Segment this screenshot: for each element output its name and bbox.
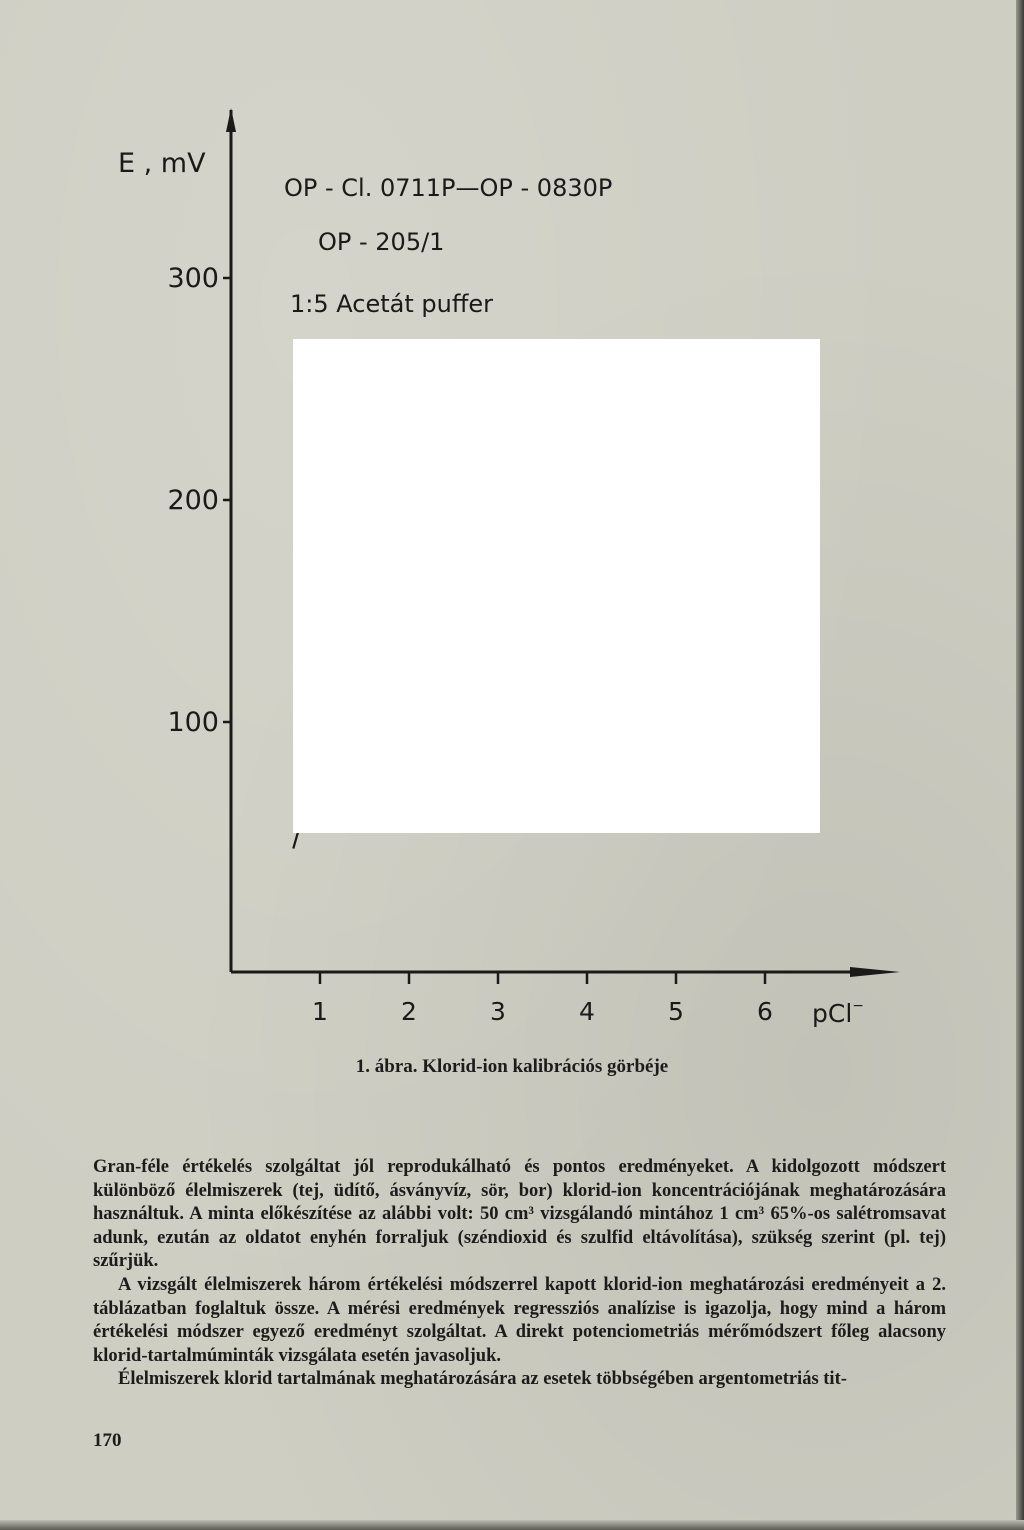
x-tick-label: 1 [312, 997, 328, 1026]
legend-line-2: OP - 205/1 [318, 228, 445, 256]
figure-caption: 1. ábra. Klorid-ion kalibrációs görbéje [355, 1056, 669, 1077]
page-number: 170 [93, 1430, 122, 1451]
legend-line-3: 1:5 Acetát puffer [290, 290, 493, 318]
y-tick-label: 300 [167, 263, 219, 294]
x-tick-label: 3 [490, 997, 506, 1026]
legend-line-1: OP - Cl. 0711P—OP - 0830P [284, 174, 613, 202]
page-bottom-edge [0, 1520, 1024, 1530]
x-tick-label: 4 [579, 997, 595, 1026]
paragraph: Élelmiszerek klorid tartalmának meghatározására az esetek többségében argentometriás tit- [118, 1369, 847, 1390]
redacted-region [293, 339, 820, 833]
paragraph: Gran-féle értékelés szolgáltat jól reprodukálható és pontos eredményeket. A kidolgozott módszert különböző élelmiszerek (tej, üdítő, ásványvíz, sör, bor) klorid-ion koncentrációjának meghatározására használtuk. A minta előkészítése az alábbi volt: 50 cm³ vizsgálandó mintához 1 cm³ 65%-os salétromsavat adunk, ezután az oldatot enyhén forraljuk (széndioxid és szulfid eltávolítása), szükség szerint (pl. tej) szűrjük. [93, 1157, 946, 1272]
x-tick-label: 6 [757, 997, 773, 1026]
x-axis-label: pCl− [812, 998, 865, 1028]
y-axis-arrow [226, 108, 236, 132]
body-text [93, 1156, 946, 1392]
x-axis-arrow [850, 967, 900, 977]
x-tick-label: 2 [401, 997, 417, 1026]
paragraph: A vizsgált élelmiszerek három értékelési módszerrel kapott klorid-ion meghatározási eredményeit a 2. táblázatban foglaltuk össze. A mérési eredmények regressziós analízise is igazolja, hogy mind a három értékelési módszer egyező eredményt szolgáltat. A direkt potenciometriás mérőmódszert főleg alacsony klorid-tartalmúminták vizsgálata esetén javasoljuk. [93, 1274, 946, 1366]
y-tick-label: 100 [167, 707, 219, 738]
y-tick-label: 200 [167, 485, 219, 516]
x-tick-label: 5 [668, 997, 684, 1026]
y-axis-label: E , mV [118, 148, 206, 179]
